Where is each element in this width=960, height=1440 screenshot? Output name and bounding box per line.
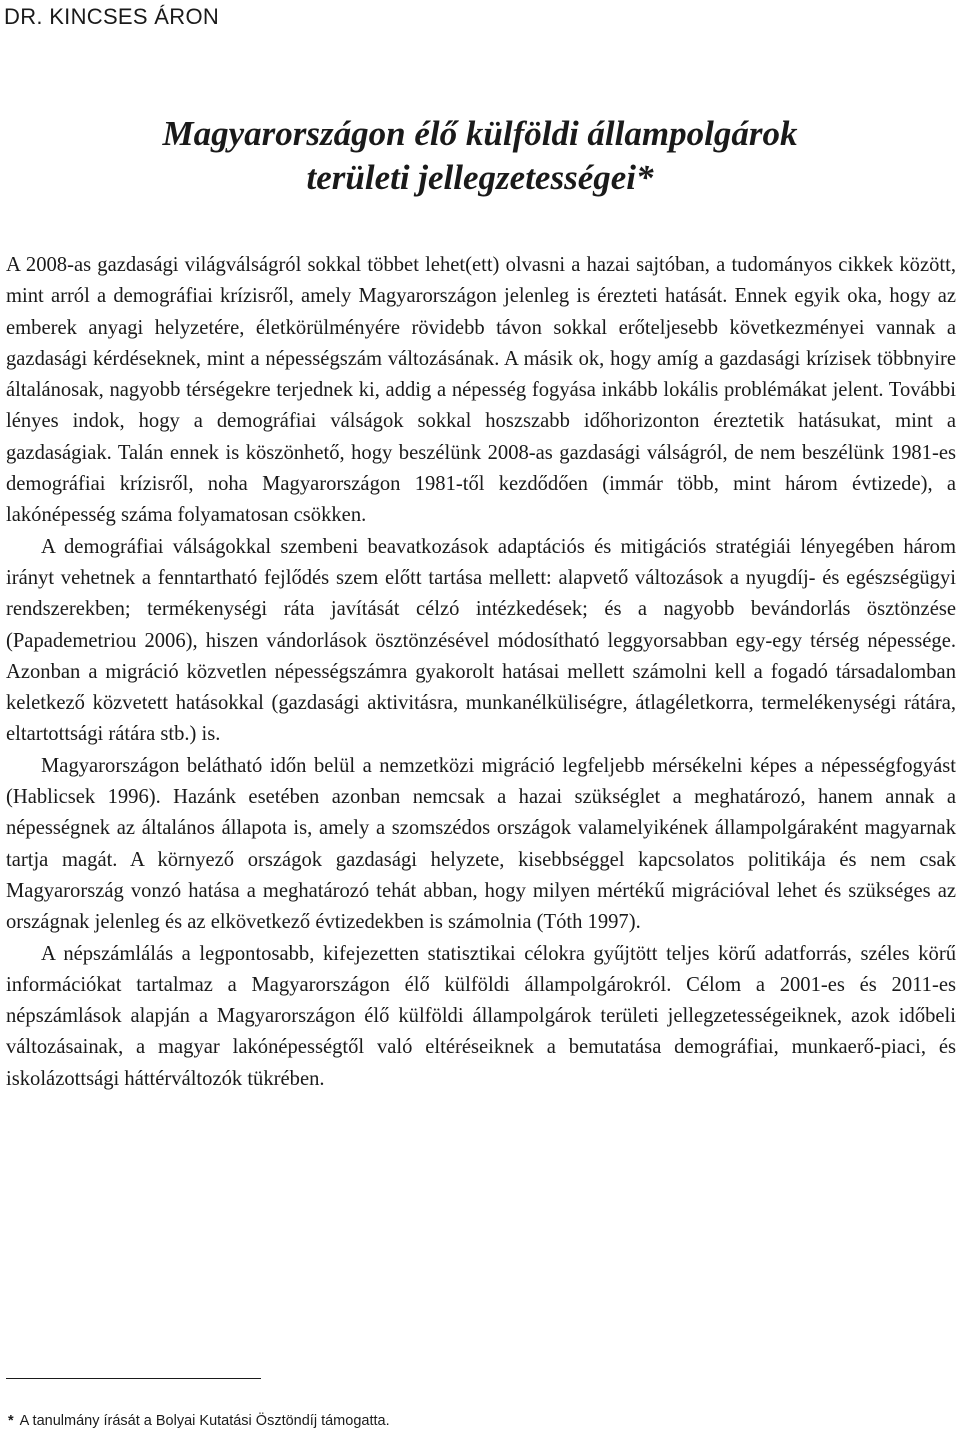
paragraph-2: A demográfiai válságokkal szembeni beavatkozások adaptációs és mitigációs stratégiái lényegében három irányt vehetnek a fenntartható fejlődés szem előtt tartása mellett: alapvető változások a nyugdíj- és egészségügyi rendszerekben; termékenységi ráta javítását célzó intézkedések; és a nagyobb bevándorlás ösztönzése (Papademetriou 2006), hiszen vándorlások ösztönzésével módosítható leggyorsabban egy-egy térség népessége. Azonban a migráció közvetlen népességszámra gyakorolt hatásai mellett számolni kell a fogadó társadalomban keletkező közvetett hatásokkal (gazdasági aktivitásra, munkanélküliségre, átlagéletkorra, termelékenységi rátára, eltartottsági rátára stb.) is. [6,535,956,746]
paragraph-4: A népszámlálás a legpontosabb, kifejezetten statisztikai célokra gyűjtött teljes körű adatforrás, széles körű információkat tartalmaz a Magyarországon élő külföldi állampolgárokról. Célom a 2001-es és 2011-es népszámlások alapján a Magyarországon élő külföldi állampolgárok területi jellegzetességeiknek, azok időbeli változásainak, a magyar lakónépességtől való eltéréseiknek a bemutatása demográfiai, munkaerő-piaci, és iskolázottsági háttérváltozók tükrében. [6,942,956,1090]
footnote-divider [6,1378,261,1379]
footnote-text: A tanulmány írását a Bolyai Kutatási Ösztöndíj támogatta. [19,1413,390,1429]
paragraph-3: Magyarországon belátható időn belül a nemzetközi migráció legfeljebb mérsékelni képes a népességfogyást (Hablicsek 1996). Hazánk esetében azonban nemcsak a hazai szükséglet a meghatározó, hanem annak a népességnek az általános állapota is, amely a szomszédos országok valamelyikének állampolgáraként magyarnak tartja magát. A környező országok gazdasági helyzete, kisebbséggel kapcsolatos politikája és nem csak Magyarország vonzó hatása a meghatározó tehát abban, hogy milyen mértékű migrációval lehet és szükséges az országnak jelenleg és az elkövetkező évtizedekben is számolnia (Tóth 1997). [6,754,956,934]
paragraph-1: A 2008-as gazdasági világválságról sokkal többet lehet(ett) olvasni a hazai sajtóban, a tudományos cikkek között, mint arról a demográfiai krízisről, amely Magyarországon jelenleg is érezteti hatását. Ennek egyik oka, hogy az emberek anyagi helyzetére, életkörülményére rövidebb távon sokkal erőteljesebb következményei vannak a gazdasági kérdéseknek, mint a népességszám változásának. A másik ok, hogy amíg a gazdasági krízisek többnyire általánosak, nagyobb térségekre terjednek ki, addig a népesség fogyása inkább lokális problémákat jelent. További lényes indok, hogy a demográfiai válságok sokkal hoszszabb időhorizonton éreztetik hatásukat, mint a gazdaságiak. Talán ennek is köszönhető, hogy beszélünk 2008-as gazdasági válságról, de nem beszélünk 1981-es demográfiai krízisről, noha Magyarországon 1981-től kezdődően (immár több, mint három évtizede), a lakónépesség száma folyamatosan csökken. [6,254,956,527]
article-body [6,250,956,1095]
article-title [0,112,960,200]
title-line-2: területi jellegzetességei* [306,158,654,197]
footnote [8,1413,390,1429]
footnote-mark: * [8,1413,14,1429]
author-name: DR. KINCSES ÁRON [4,4,220,29]
title-line-1: Magyarországon élő külföldi állampolgárok [162,114,798,153]
